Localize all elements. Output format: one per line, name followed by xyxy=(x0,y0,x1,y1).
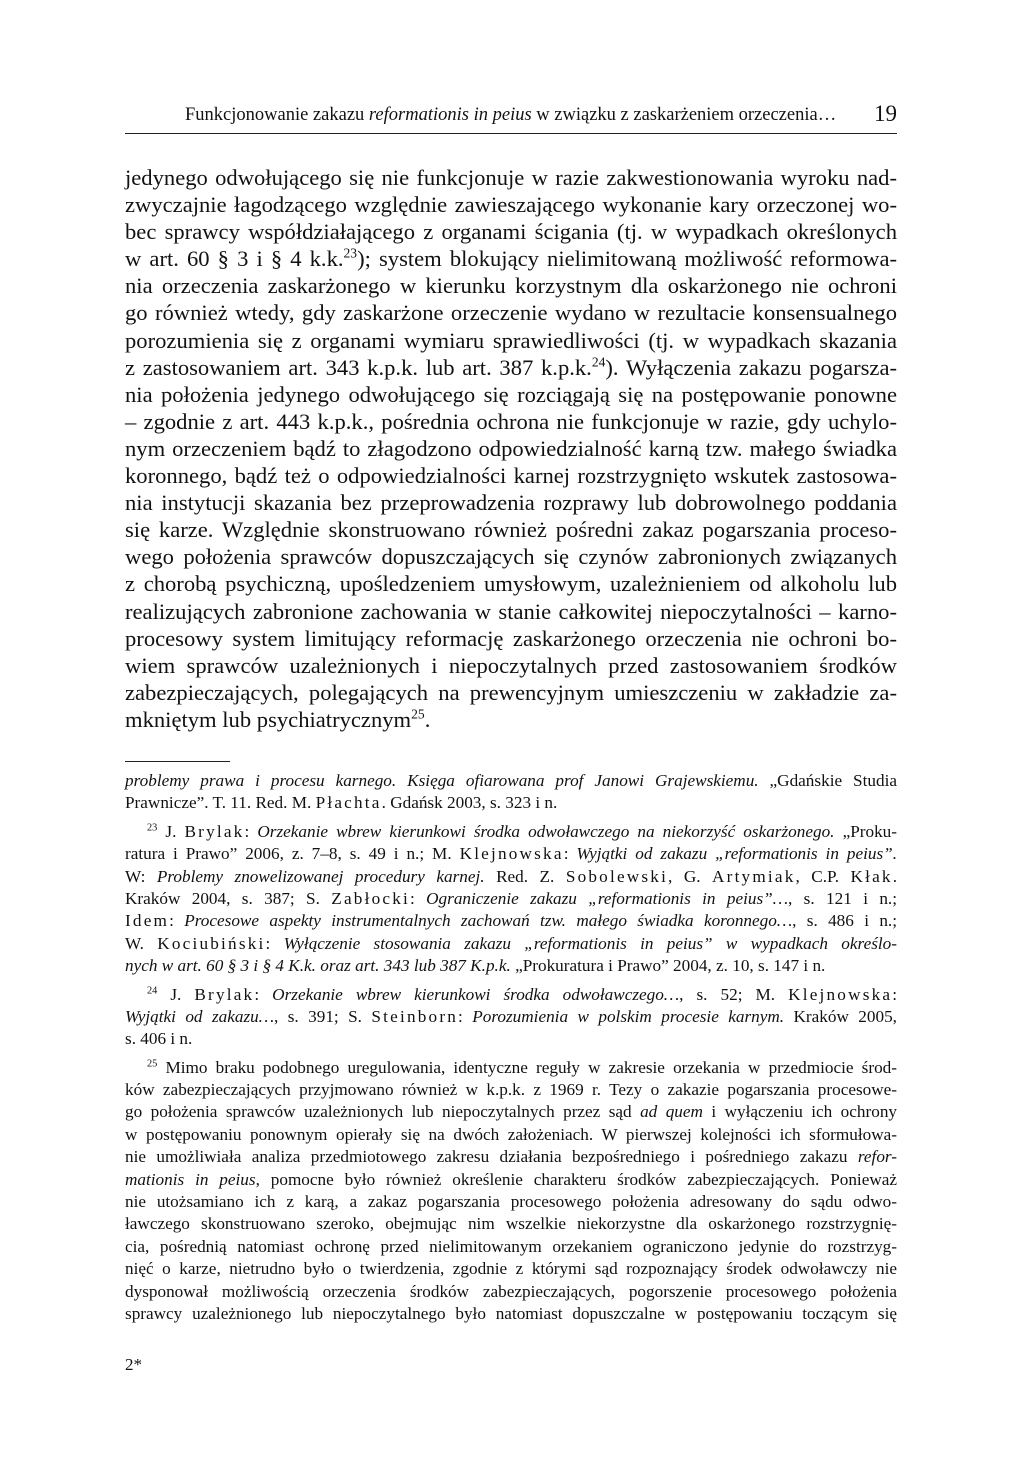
body-line: nia położenia jedynego odwołującego się rozciągają się na postępowanie ponowne xyxy=(125,381,897,407)
body-line: procesowy system limitujący reformację zaskarżonego orzeczenia nie ochroni bo- xyxy=(125,625,897,651)
body-line: wego położenia sprawców dopuszczających się czynów zabronionych związanych xyxy=(125,544,897,570)
signature-mark: 2* xyxy=(125,1355,142,1374)
footnote-ref-23: 23 xyxy=(343,245,358,261)
body-line: bec sprawcy współdziałającego z organami ścigania (tj. w wypadkach określonych xyxy=(125,219,897,245)
body-line: mkniętym lub psychiatrycznym$^{25}$. xyxy=(125,706,431,732)
body-line: realizujących zabronione zachowania w stanie całkowitej niepoczytalności – karno- xyxy=(125,598,897,624)
footnotes xyxy=(125,770,897,1331)
body-line: z chorobą psychiczną, upośledzeniem umysłowym, uzależnieniem od alkoholu lub xyxy=(125,571,897,597)
body-line: nia orzeczenia zaskarżonego w kierunku korzystnym dla oskarżonego nie ochroni xyxy=(125,273,897,299)
header-title: Funkcjonowanie zakazu reformationis in peius w związku z zaskarżeniem orzeczenia… xyxy=(185,105,837,125)
body-line: z zastosowaniem art. 343 k.p.k. lub art. 387 k.p.k.$^{24}$). Wyłączenia zakazu pogarsza- xyxy=(125,354,897,380)
page-number: 19 xyxy=(874,101,897,126)
footnote-ref-25: 25 xyxy=(411,706,425,722)
main-paragraph xyxy=(125,164,897,733)
body-line: nia instytucji skazania bez przeprowadzenia rozprawy lub dobrowolnego poddania xyxy=(125,490,897,516)
body-line: zwyczajnie łagodzącego względnie zawieszającego wykonanie kary orzeczonej wo- xyxy=(125,192,897,218)
footnote-24: $^{24}$ J. Brylak: Orzekanie wbrew kierunkowi środka odwoławczego…, s. 52; M. Klejnowska: Wyjątki od zakazu…, s. 391; S. Steinborn: Porozumienia w polskim procesie karnym. Kraków 2005, s. 406 i n. xyxy=(125,984,897,1049)
body-line: nym orzeczeniem bądź to złagodzono odpowiedzialność karną tzw. małego świadka xyxy=(125,435,897,461)
body-line: jedynego odwołującego się nie funkcjonuje w razie zakwestionowania wyroku nad- xyxy=(125,165,897,190)
footnote-ref-24: 24 xyxy=(591,354,606,370)
body-line: – zgodnie z art. 443 k.p.k., pośrednia ochrona nie funkcjonuje w razie, gdy uchylo- xyxy=(125,408,897,434)
body-line: koronnego, bądź też o odpowiedzialności karnej rozstrzygnięto wskutek zastosowa- xyxy=(125,463,897,489)
footnote-25: $^{25}$ Mimo braku podobnego uregulowania, identyczne reguły w zakresie orzekania w przedmiocie środ- ków zabezpieczających przyjmowano również w k.p.k. z 1969 r. Tezy o zakazie pogarszania procesowe- go położenia sprawców uzależnionych lub niepoczytalnych przez sąd ad quem i wyłączeniu ich ochrony w postępowaniu ponownym opierały się na dwóch założeniach. W pierwszej kolejności ich sformułowa- nie umożliwiała analiza przedmiotowego zakresu działania bezpośredniego i pośredniego zakazu refor- mationis in peius, pomocne było również określenie charakteru środków zabezpieczających. Ponieważ nie utożsamiano ich z karą, a zakaz pogarszania procesowego położenia adresowany do sądu odwo- ławczego skonstruowano szeroko, obejmując nim wszelkie niekorzystne dla oskarżonego rozstrzygnię- cia, pośrednią natomiast ochronę przed nielimitowanym orzekaniem ograniczono jedynie do rozstrzyg- nięć o karze, nietrudno było o twierdzenia, zgodnie z którymi sąd rozpoznający środek odwoławczy nie dysponował możliwością orzeczenia środków zabezpieczających, pogorszenie procesowego położenia sprawcy uzależnionego lub niepoczytalnego było natomiast dopuszczalne w postępowaniu toczącym się xyxy=(125,1057,898,1323)
body-line: zabezpieczających, polegających na prewencyjnym umieszczeniu w zakładzie za- xyxy=(125,679,897,705)
footnote-continuation: problemy prawa i procesu karnego. Księga ofiarowana prof Janowi Grajewskiemu. „Gdańskie Studia Prawnicze”. T. 11. Red. M. Płachta. Gdańsk 2003, s. 323 i n. xyxy=(125,771,897,813)
footnote-separator xyxy=(125,761,230,762)
body-line: wiem sprawców uzależnionych i niepoczytalnych przed zastosowaniem środków xyxy=(125,652,897,678)
body-line: go również wtedy, gdy zaskarżone orzeczenie wydano w rezultacie konsensualnego xyxy=(125,300,897,326)
body-line: w art. 60 § 3 i § 4 k.k.$^{23}$); system blokujący nielimitowaną możliwość reformowa- xyxy=(125,245,897,272)
body-line: porozumienia się z organami wymiaru sprawiedliwości (tj. w wypadkach skazania xyxy=(125,327,897,353)
footnote-23: $^{23}$ J. Brylak: Orzekanie wbrew kierunkowi środka odwoławczego na niekorzyść oskarżonego. „Proku- ratura i Prawo” 2006, z. 7–8, s. 49 i n.; M. Klejnowska: Wyjątki od zakazu „reformationis in peius”. W: Problemy znowelizowanej procedury karnej. Red. Z. Sobolewski, G. Artymiak, C.P. Kłak. Kraków 2004, s. 387; S. Zabłocki: Ograniczenie zakazu „reformationis in peius”…, s. 121 i n.; Idem: Procesowe aspekty instrumentalnych zachowań tzw. małego świadka koronnego…, s. 486 i n.; W. Kociubiński: Wyłączenie stosowania zakazu „reformationis in peius” w wypadkach określo- nych w art. 60 § 3 i § 4 K.k. oraz art. 343 lub 387 K.p.k. „Prokuratura i Prawo” 2004, z. 10, s. 147 i n. xyxy=(125,821,898,976)
body-line: się karze. Względnie skonstruowano również pośredni zakaz pogarszania proceso- xyxy=(125,517,897,543)
running-header xyxy=(125,103,897,134)
